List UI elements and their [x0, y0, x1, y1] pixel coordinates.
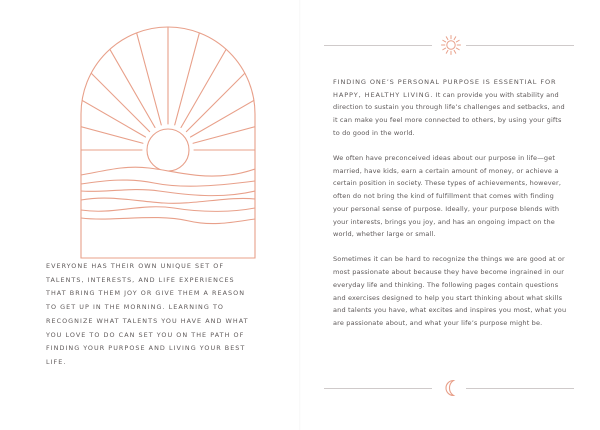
- page-gutter: [299, 0, 301, 430]
- paragraph-1-rest: It can provide you with stability and direction to sustain you through life’s challenges and setbacks, and it can make you feel more connected to others, by using your gifts to do good in the world.: [333, 90, 565, 137]
- bottom-rule-right: [466, 388, 574, 389]
- paragraph-3: Sometimes it can be hard to recognize the things we are good at or most passionate about because they have become ingrained in our everyday life and thinking. The following pages contain questions and exercises designed to help you start thinking about what skills and talents you have, what excites and inspires you most, what you are passionate about, and what your life’s purpose might be.: [333, 255, 567, 327]
- sun-ray: [181, 29, 238, 128]
- left-page-intro-text: EVERYONE HAS THEIR OWN UNIQUE SET OF TALENTS, INTERESTS, AND LIFE EXPERIENCES THAT BRING THEM JOY OR GIVE THEM A REASON TO GET UP IN THE MORNING. LEARNING TO RECOGNIZE WHAT TALENTS YOU HAVE AND WHAT YOU LOVE TO DO CAN SET YOU ON THE PATH OF FINDING YOUR PURPOSE AND LIVING YOUR BEST LIFE.: [46, 262, 249, 366]
- sun-ray: [193, 114, 257, 144]
- sun-icon-ray: [456, 40, 459, 42]
- paragraph-1: [333, 76, 570, 140]
- top-rule-right: [466, 45, 574, 46]
- paragraph-2: We often have preconceived ideas about our purpose in life—get married, have kids, earn a certain amount of money, or achieve a certain position in society. These types of achievements, however, often do not bring the kind of fulfillment that comes with finding your personal sense of purpose. Ideally, your purpose blends with your interests, brings you joy, and has an ongoing impact on the world, whether large or small.: [333, 154, 562, 239]
- sun-ray: [98, 29, 155, 128]
- sun-ray: [132, 25, 162, 125]
- sun-icon-ray: [446, 50, 448, 53]
- sun-icon-ray: [454, 50, 456, 53]
- arch-sunrise-illustration: [79, 25, 257, 259]
- sun-icon-ray: [454, 37, 456, 40]
- sun-icon-ray: [446, 37, 448, 40]
- sun-icon-ray: [456, 48, 459, 50]
- sun-ray: [175, 25, 205, 125]
- sun-icon-ray: [443, 40, 446, 42]
- sun-icon: [439, 33, 463, 57]
- sun-ray: [79, 114, 143, 144]
- right-page-body: [333, 76, 570, 342]
- paragraph-1-lead: FINDING ONE’S PERSONAL PURPOSE IS ESSENTIAL FOR HAPPY, HEALTHY LIVING.: [333, 78, 557, 99]
- crescent-moon-icon: [440, 377, 462, 399]
- top-rule-left: [324, 45, 432, 46]
- bottom-rule-left: [324, 388, 432, 389]
- sun-icon-ray: [443, 48, 446, 50]
